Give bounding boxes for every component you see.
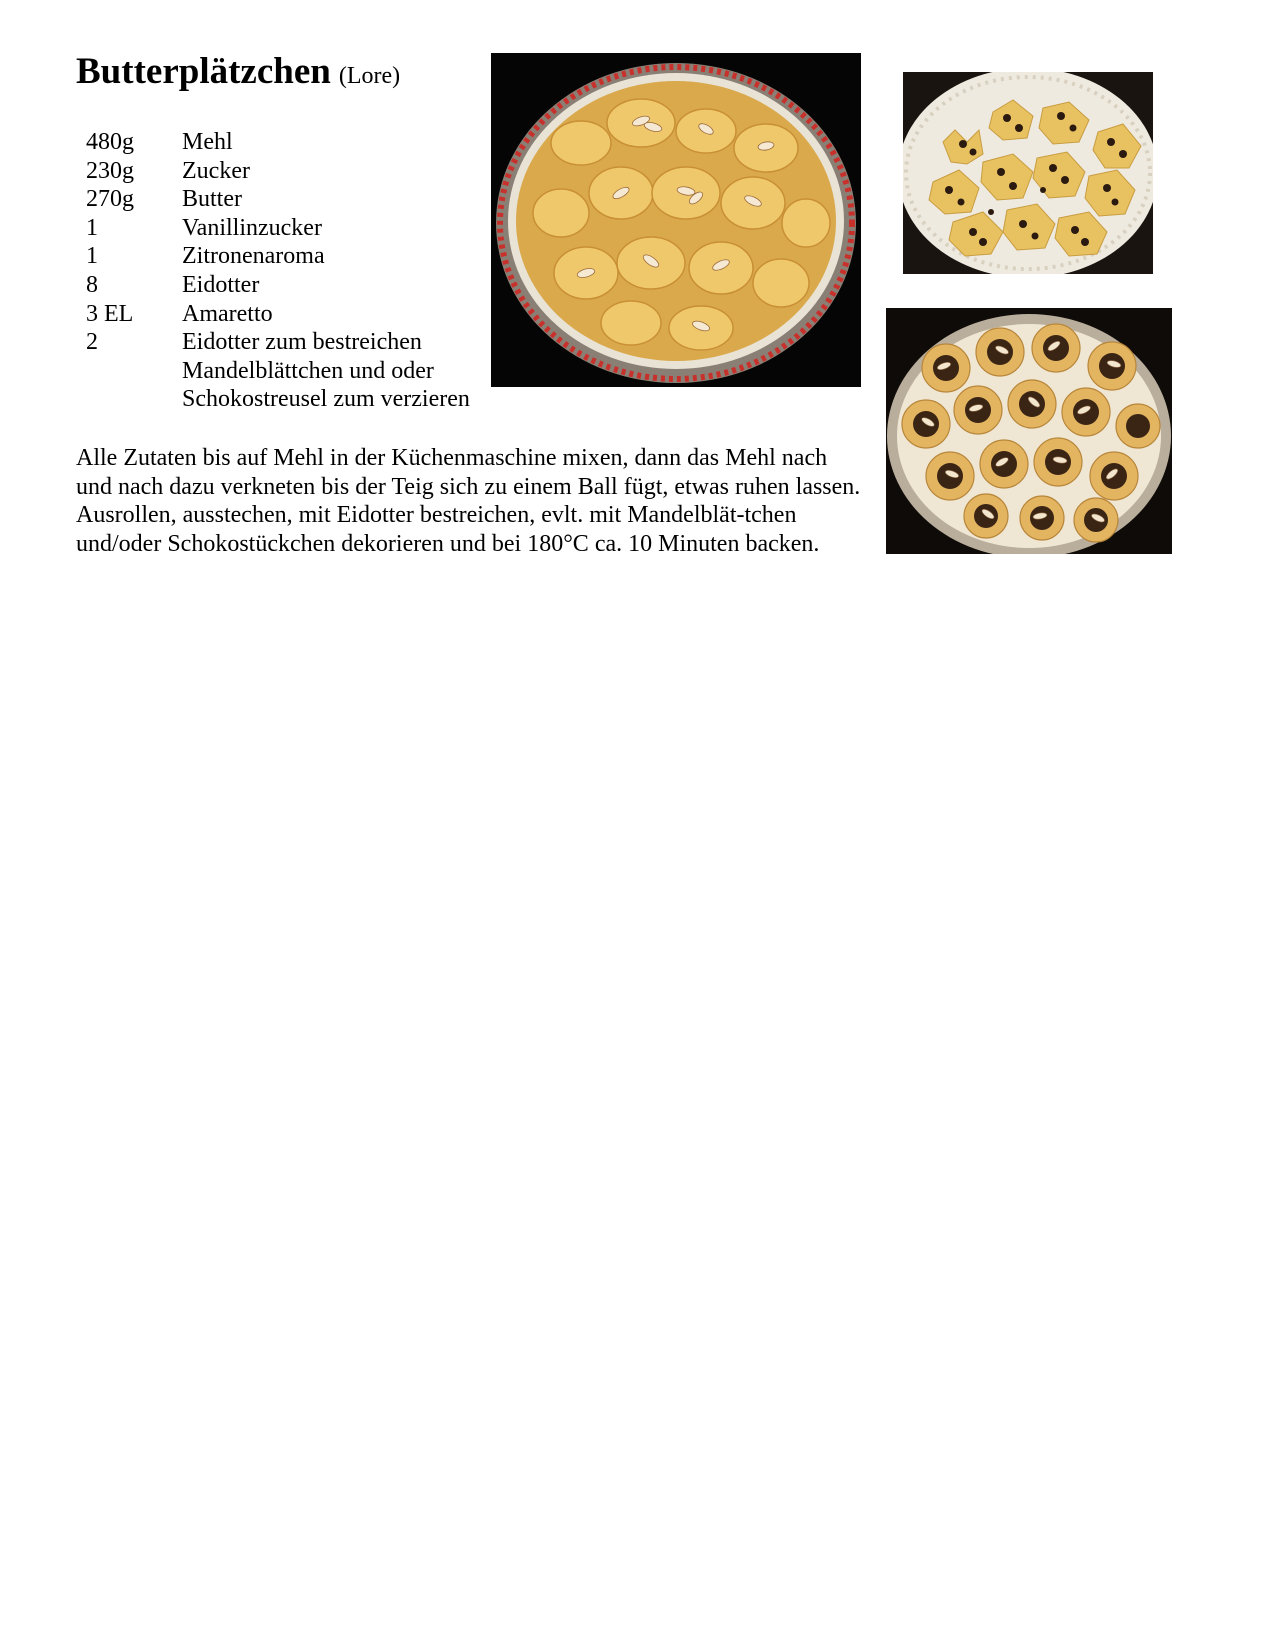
ingredient-row <box>86 271 470 300</box>
ingredient-name: Schokostreusel zum verzieren <box>182 386 470 413</box>
ingredient-name: Mehl <box>182 129 233 155</box>
recipe-instructions: Alle Zutaten bis auf Mehl in der Küchenmaschine mixen, dann das Mehl nach und nach dazu verkneten bis der Teig sich zu einem Ball fügt, etwas ruhen lassen. Ausrollen, ausstechen, mit Eidotter bestreichen, evlt. mit Mandelblät-tchen und/oder Schokostückchen dekorieren und bei 180°C ca. 10 Minuten backen. <box>76 445 861 557</box>
cookie-tin-image <box>491 53 861 387</box>
ingredient-name: Zucker <box>182 157 250 184</box>
almond-chocolate-cookies-photo <box>886 308 1172 554</box>
ingredient-row <box>86 128 470 157</box>
ingredient-row <box>86 385 470 414</box>
chocolate-chip-cookies-photo <box>903 72 1153 274</box>
ingredient-name: Butter <box>182 186 242 213</box>
ingredient-name: Amaretto <box>182 300 273 327</box>
ingredient-quantity: 270g <box>86 186 134 213</box>
ingredient-list <box>86 128 470 414</box>
ingredient-name: Vanillinzucker <box>182 214 322 241</box>
chocolate-chip-cookies-image <box>903 72 1153 274</box>
ingredient-row <box>86 357 470 386</box>
ingredient-name: Zitronenaroma <box>182 243 325 270</box>
ingredient-row <box>86 300 470 329</box>
ingredient-row <box>86 214 470 243</box>
ingredient-quantity <box>86 385 182 414</box>
ingredient-row <box>86 185 470 214</box>
ingredient-quantity: 2 <box>86 329 98 356</box>
ingredient-quantity: 1 <box>86 243 98 270</box>
ingredient-quantity: 3 EL <box>86 300 134 327</box>
ingredient-quantity: 230g <box>86 157 134 184</box>
ingredient-row <box>86 328 470 357</box>
ingredient-name: Eidotter <box>182 271 260 298</box>
ingredient-quantity: 480g <box>86 129 134 155</box>
ingredient-quantity: 1 <box>86 214 98 241</box>
recipe-title-main: Butterplätzchen <box>76 51 331 92</box>
recipe-title <box>76 50 400 93</box>
ingredient-name: Mandelblättchen und oder <box>182 357 434 384</box>
ingredient-row <box>86 157 470 186</box>
ingredient-quantity: 8 <box>86 271 98 298</box>
cookie-tin-photo <box>491 53 861 387</box>
ingredient-name: Eidotter zum bestreichen <box>182 329 422 356</box>
ingredient-quantity <box>86 357 182 386</box>
almond-chocolate-cookies-image <box>886 308 1172 554</box>
recipe-author: (Lore) <box>338 63 401 89</box>
ingredient-row <box>86 242 470 271</box>
